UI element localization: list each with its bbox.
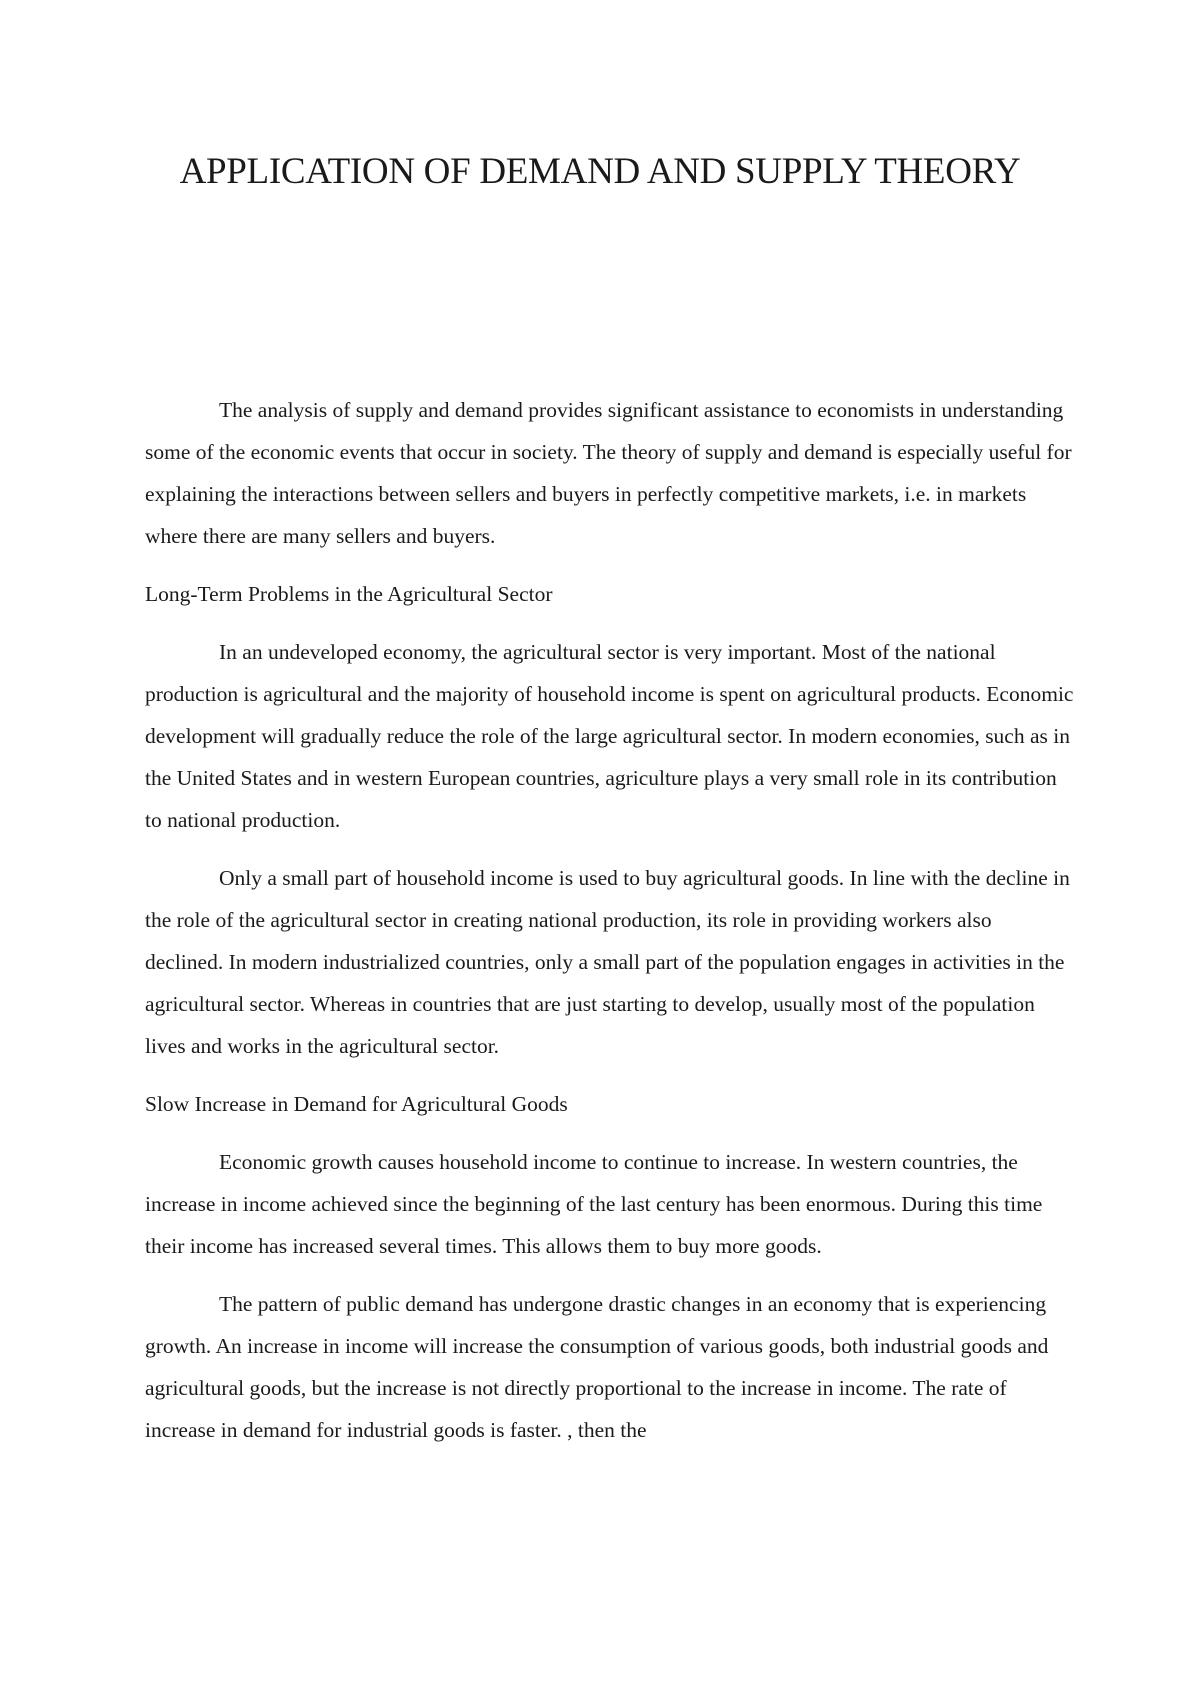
section-heading-slow-increase: Slow Increase in Demand for Agricultural Goods: [145, 1092, 568, 1116]
document-body: [145, 389, 1075, 1467]
document-title: APPLICATION OF DEMAND AND SUPPLY THEORY: [179, 151, 1021, 192]
intro-paragraph: The analysis of supply and demand provides significant assistance to economists in understanding some of the economic events that occur in society. The theory of supply and demand is especially useful for explaining the interactions between sellers and buyers in perfectly competitive markets, i.e. in markets where there are many sellers and buyers.: [145, 398, 1072, 548]
section1-paragraph-2: Only a small part of household income is used to buy agricultural goods. In line with the decline in the role of the agricultural sector in creating national production, its role in providing workers also declined. In modern industrialized countries, only a small part of the population engages in activities in the agricultural sector. Whereas in countries that are just starting to develop, usually most of the population lives and works in the agricultural sector.: [145, 866, 1070, 1058]
section1-paragraph-1: In an undeveloped economy, the agricultural sector is very important. Most of the national production is agricultural and the majority of household income is spent on agricultural products. Economic development will gradually reduce the role of the large agricultural sector. In modern economies, such as in the United States and in western European countries, agriculture plays a very small role in its contribution to national production.: [145, 640, 1074, 832]
section2-paragraph-1: Economic growth causes household income to continue to increase. In western countries, the increase in income achieved since the beginning of the last century has been enormous. During this time their income has increased several times. This allows them to buy more goods.: [145, 1150, 1043, 1258]
section-heading-long-term-problems: Long-Term Problems in the Agricultural Sector: [145, 582, 553, 606]
section2-paragraph-2: The pattern of public demand has undergone drastic changes in an economy that is experiencing growth. An increase in income will increase the consumption of various goods, both industrial goods and agricultural goods, but the increase is not directly proportional to the increase in income. The rate of increase in demand for industrial goods is faster. , then the: [145, 1292, 1049, 1442]
